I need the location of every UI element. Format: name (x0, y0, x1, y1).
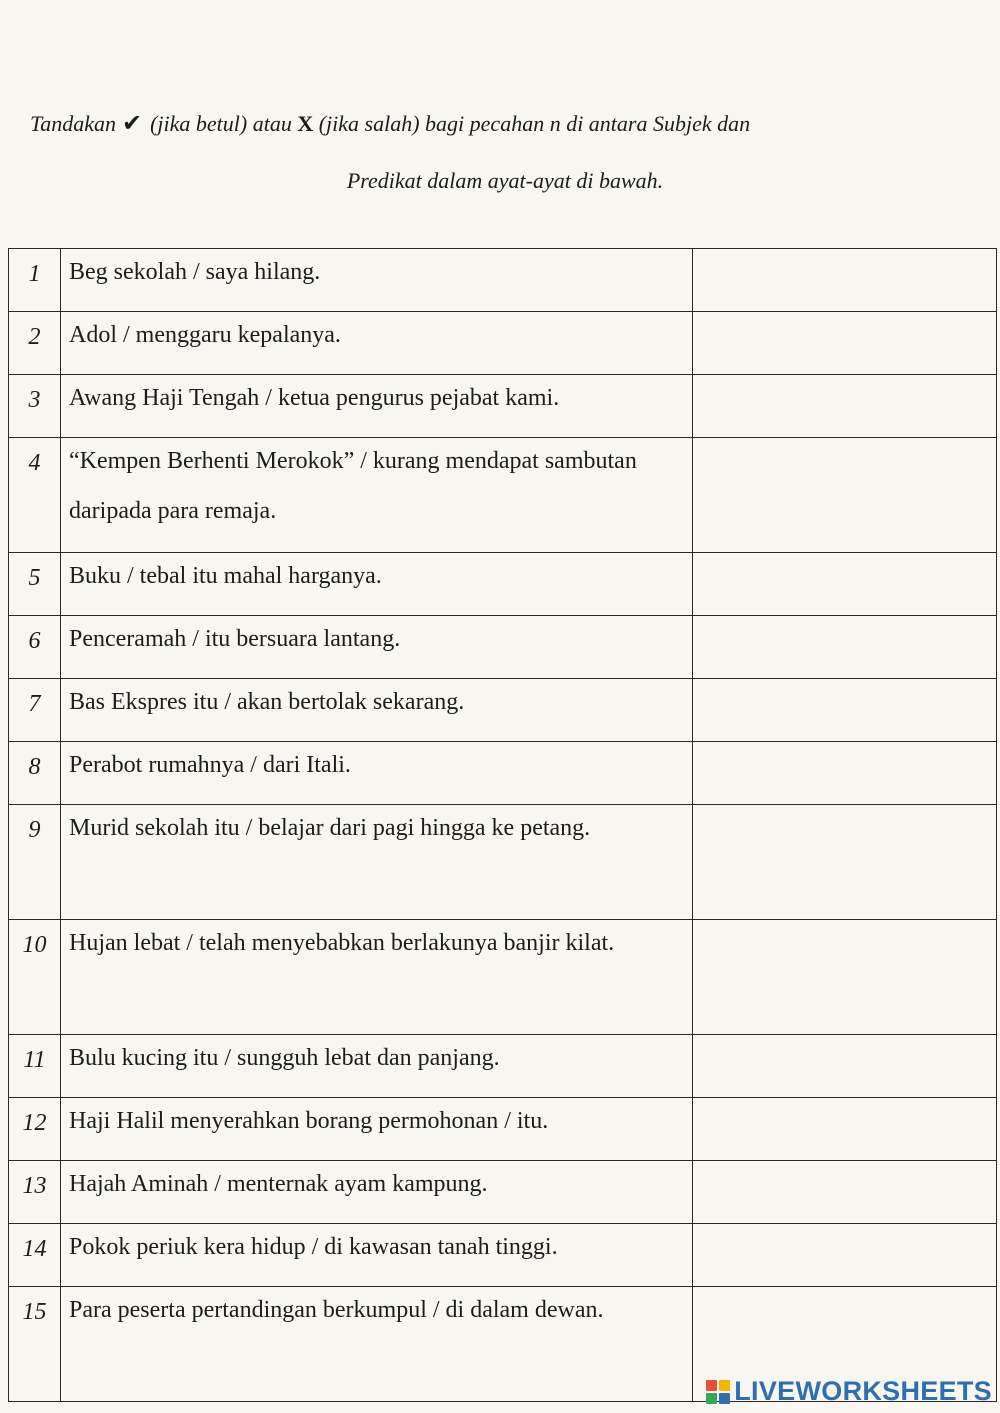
row-sentence (61, 805, 693, 920)
table-row (9, 1161, 997, 1224)
liveworksheets-logo-icon (706, 1380, 730, 1404)
row-sentence (61, 312, 693, 375)
instructions-line-1 (30, 112, 750, 136)
sentence-text: Murid sekolah itu / belajar dari pagi hingga ke petang. (69, 815, 591, 841)
row-number: 1 (9, 249, 61, 312)
sentence-text: Penceramah / itu bersuara lantang. (69, 626, 401, 652)
answer-cell[interactable] (693, 616, 997, 679)
row-number: 6 (9, 616, 61, 679)
logo-square (706, 1393, 717, 1404)
logo-text: LIVEWORKSHEETS (734, 1376, 992, 1406)
worksheet-table (8, 248, 997, 1402)
row-number: 13 (9, 1161, 61, 1224)
table-row (9, 1035, 997, 1098)
answer-cell[interactable] (693, 805, 997, 920)
row-sentence (61, 1161, 693, 1224)
logo-square (706, 1380, 717, 1391)
table-row (9, 742, 997, 805)
row-number: 10 (9, 920, 61, 1035)
answer-cell[interactable] (693, 375, 997, 438)
row-sentence (61, 375, 693, 438)
sentence-text: Bulu kucing itu / sungguh lebat dan panjang. (69, 1045, 500, 1071)
answer-cell[interactable] (693, 312, 997, 375)
table-row (9, 1224, 997, 1287)
row-sentence (61, 553, 693, 616)
row-number: 11 (9, 1035, 61, 1098)
row-sentence (61, 1287, 693, 1402)
row-number: 4 (9, 438, 61, 553)
row-number: 5 (9, 553, 61, 616)
sentence-text: Adol / menggaru kepalanya. (69, 322, 341, 348)
sentence-text: Para peserta pertandingan berkumpul / di dalam dewan. (69, 1297, 604, 1323)
sentence-text: “Kempen Berhenti Merokok” / kurang mendapat sambutan daripada para remaja. (69, 448, 637, 524)
sentence-text: Haji Halil menyerahkan borang permohonan / itu. (69, 1108, 549, 1134)
liveworksheets-logo (706, 1376, 992, 1407)
answer-cell[interactable] (693, 249, 997, 312)
table-row (9, 553, 997, 616)
row-number: 8 (9, 742, 61, 805)
answer-cell[interactable] (693, 1224, 997, 1287)
table-row (9, 375, 997, 438)
row-number: 7 (9, 679, 61, 742)
row-sentence (61, 1224, 693, 1287)
sentence-text: Buku / tebal itu mahal harganya. (69, 563, 382, 589)
sentence-text: Awang Haji Tengah / ketua pengurus pejabat kami. (69, 385, 560, 411)
instructions-line-2: Predikat dalam ayat-ayat di bawah. (346, 168, 664, 193)
sentence-text: Perabot rumahnya / dari Itali. (69, 752, 351, 778)
row-number: 9 (9, 805, 61, 920)
row-sentence (61, 249, 693, 312)
row-number: 14 (9, 1224, 61, 1287)
row-sentence (61, 679, 693, 742)
answer-cell[interactable] (693, 438, 997, 553)
instructions-prefix: Tandakan (30, 111, 116, 136)
row-sentence (61, 616, 693, 679)
answer-cell[interactable] (693, 553, 997, 616)
table-row (9, 249, 997, 312)
sentence-text: Hajah Aminah / menternak ayam kampung. (69, 1171, 488, 1197)
table-row (9, 1098, 997, 1161)
sentence-text: Pokok periuk kera hidup / di kawasan tanah tinggi. (69, 1234, 558, 1260)
sentence-text: Beg sekolah / saya hilang. (69, 259, 321, 285)
row-sentence (61, 1098, 693, 1161)
table-row (9, 438, 997, 553)
answer-cell[interactable] (693, 742, 997, 805)
answer-cell[interactable] (693, 679, 997, 742)
row-sentence (61, 742, 693, 805)
row-number: 15 (9, 1287, 61, 1402)
sentence-text: Bas Ekspres itu / akan bertolak sekarang. (69, 689, 465, 715)
table-row (9, 920, 997, 1035)
row-sentence (61, 920, 693, 1035)
x-mark-icon: X (297, 111, 314, 136)
table-row (9, 312, 997, 375)
check-mark-icon: ✔ (121, 111, 143, 137)
row-number: 12 (9, 1098, 61, 1161)
row-sentence (61, 438, 693, 553)
answer-cell[interactable] (693, 1098, 997, 1161)
logo-square (719, 1393, 730, 1404)
sentence-text: Hujan lebat / telah menyebabkan berlakunya banjir kilat. (69, 930, 615, 956)
answer-cell[interactable] (693, 1035, 997, 1098)
answer-cell[interactable] (693, 920, 997, 1035)
row-number: 3 (9, 375, 61, 438)
row-number: 2 (9, 312, 61, 375)
table-row (9, 616, 997, 679)
table-row (9, 805, 997, 920)
row-sentence (61, 1035, 693, 1098)
instructions-part-2: (jika salah) bagi pecahan n di antara Subjek dan (318, 111, 751, 136)
table-row (9, 679, 997, 742)
answer-cell[interactable] (693, 1161, 997, 1224)
instructions-part-1: (jika betul) atau (150, 111, 292, 136)
logo-square (719, 1380, 730, 1391)
